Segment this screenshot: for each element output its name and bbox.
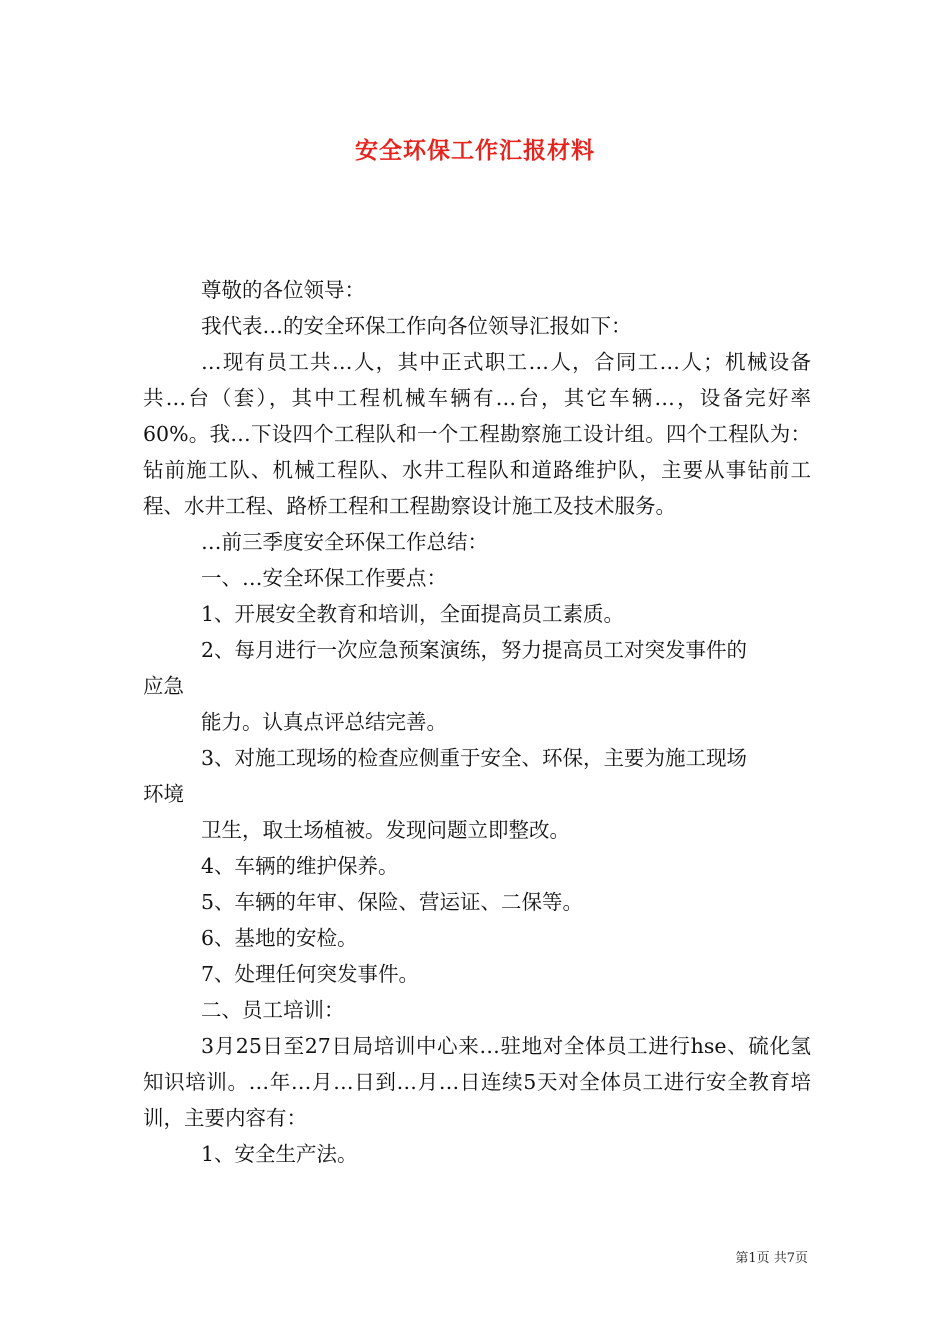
list-item-4: 4、车辆的维护保养。 [201, 854, 399, 878]
summary-heading: …前三季度安全环保工作总结： [201, 530, 488, 554]
section-heading-1: 一、…安全环保工作要点： [201, 566, 447, 590]
list-item-1: 1、开展安全教育和培训，全面提高员工素质。 [201, 602, 625, 626]
list-item-2-line-2: 应急 [143, 674, 184, 698]
list-item-2-line-3: 能力。认真点评总结完善。 [201, 710, 447, 734]
training-paragraph: 3月25日至27日局培训中心来…驻地对全体员工进行hse、硫化氢知识培训。…年…月…日到…月…日连续5天对全体员工进行安全教育培训，主要内容有： [143, 1034, 811, 1130]
salutation: 尊敬的各位领导： [201, 278, 365, 302]
section-heading-2: 二、员工培训： [201, 998, 345, 1022]
list-item-5: 5、车辆的年审、保险、营运证、二保等。 [201, 890, 584, 914]
page-number: 第1页 共7页 [735, 1251, 808, 1266]
training-item-1: 1、安全生产法。 [201, 1142, 358, 1166]
document-body [143, 272, 811, 1172]
document-title: 安全环保工作汇报材料 [355, 137, 595, 164]
list-item-7: 7、处理任何突发事件。 [201, 962, 420, 986]
list-item-2-line-1: 2、每月进行一次应急预案演练，努力提高员工对突发事件的 [201, 638, 748, 662]
intro-paragraph: 我代表…的安全环保工作向各位领导汇报如下： [201, 314, 632, 338]
list-item-3-line-2: 环境 [143, 782, 184, 806]
list-item-3-line-1: 3、对施工现场的检查应侧重于安全、环保，主要为施工现场 [201, 746, 748, 770]
list-item-3-line-3: 卫生，取土场植被。发现问题立即整改。 [201, 818, 570, 842]
list-item-6: 6、基地的安检。 [201, 926, 358, 950]
overview-paragraph: …现有员工共…人，其中正式职工…人，合同工…人；机械设备共…台（套），其中工程机械车辆有…台，其它车辆…，设备完好率60%。我…下设四个工程队和一个工程勘察施工设计组。四个工程队为：钻前施工队、机械工程队、水井工程队和道路维护队，主要从事钻前工程、水井工程、路桥工程和工程勘察设计施工及技术服务。 [143, 350, 811, 518]
